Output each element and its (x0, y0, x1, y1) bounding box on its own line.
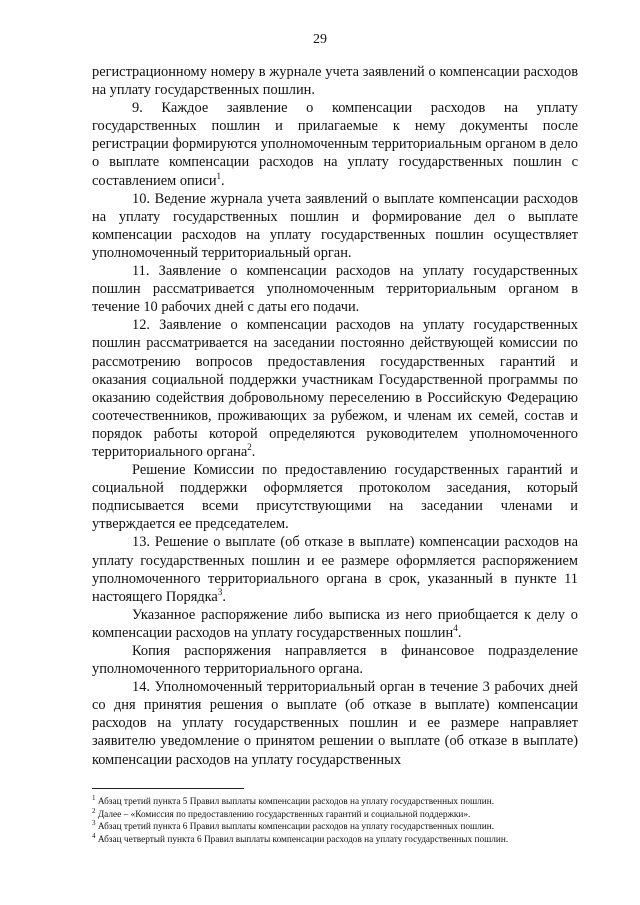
paragraph: 14. Уполномоченный территориальный орган в течение 3 рабочих дней со дня принятия решения о выплате (об отказе в выплате) компенсации расходов на уплату государственных пошлин и ее размере направляет заявителю уведомление о принятом решении о выплате (об отказе в выплате) компенсации расходов на уплату государственных (92, 679, 578, 768)
page-number: 29 (313, 32, 327, 47)
paragraph: 10. Ведение журнала учета заявлений о выплате компенсации расходов на уплату государственных пошлин и формирование дел о выплате компенсации расходов на уплату государственных пошлин осуществляет уполномоченный территориальный орган. (92, 190, 578, 261)
footnote: $^3$ Абзац третий пункта 6 Правил выплаты компенсации расходов на уплату государственных пошлин. (92, 818, 495, 832)
paragraph: 13. Решение о выплате (об отказе в выплате) компенсации расходов на уплату государственных пошлин и ее размере оформляется распоряжением уполномоченного территориального органа в срок, указанный в пункте 11 настоящего Порядка$^3$. (92, 534, 578, 605)
footnote: $^1$ Абзац третий пункта 5 Правил выплаты компенсации расходов на уплату государственных пошлин. (92, 793, 495, 807)
body-text (92, 63, 578, 769)
paragraph: Указанное распоряжение либо выписка из него приобщается к делу о компенсации расходов на уплату государственных пошлин$^4$. (92, 606, 578, 641)
footnote-ref: 1 (216, 170, 222, 181)
paragraph: регистрационному номеру в журнале учета заявлений о компенсации расходов на уплату государственных пошлин. (92, 64, 578, 99)
footnote-divider (92, 788, 244, 789)
paragraph: 12. Заявление о компенсации расходов на уплату государственных пошлин рассматривается на заседании постоянно действующей комиссии по рассмотрению вопросов предоставления государственных гарантий и оказания социальной поддержки участникам Государственной программы по оказанию содействия добровольному переселению в Российскую Федерацию соотечественников, проживающих за рубежом, и членам их семей, состав и порядок работы которой определяются руководителем уполномоченного территориального органа$^2$. (92, 317, 578, 460)
paragraph: 11. Заявление о компенсации расходов на уплату государственных пошлин рассматривается уполномоченным территориальным органом в течение 10 рабочих дней с даты его подачи. (92, 263, 578, 316)
paragraph: Решение Комиссии по предоставлению государственных гарантий и социальной поддержки оформляется протоколом заседания, который подписывается всеми присутствующими на заседании членами и утверждается ее председателем. (92, 462, 578, 533)
footnote-ref: 4 (453, 623, 458, 634)
footnote: $^4$ Абзац четвертый пункта 6 Правил выплаты компенсации расходов на уплату государственных пошлин. (92, 831, 509, 845)
paragraph: 9. Каждое заявление о компенсации расходов на уплату государственных пошлин и прилагаемые к нему документы после регистрации формируются уполномоченным территориальным органом в дело о выплате компенсации расходов на уплату государственных пошлин с составлением описи$^1$. (92, 100, 578, 189)
paragraph: Копия распоряжения направляется в финансовое подразделение уполномоченного территориального органа. (92, 643, 578, 678)
footnote: $^2$ Далее – «Комиссия по предоставлению государственных гарантий и социальной поддержки». (92, 806, 471, 820)
footnote-ref: 2 (247, 442, 252, 453)
footnotes (92, 793, 582, 846)
footnote-ref: 3 (217, 586, 223, 597)
